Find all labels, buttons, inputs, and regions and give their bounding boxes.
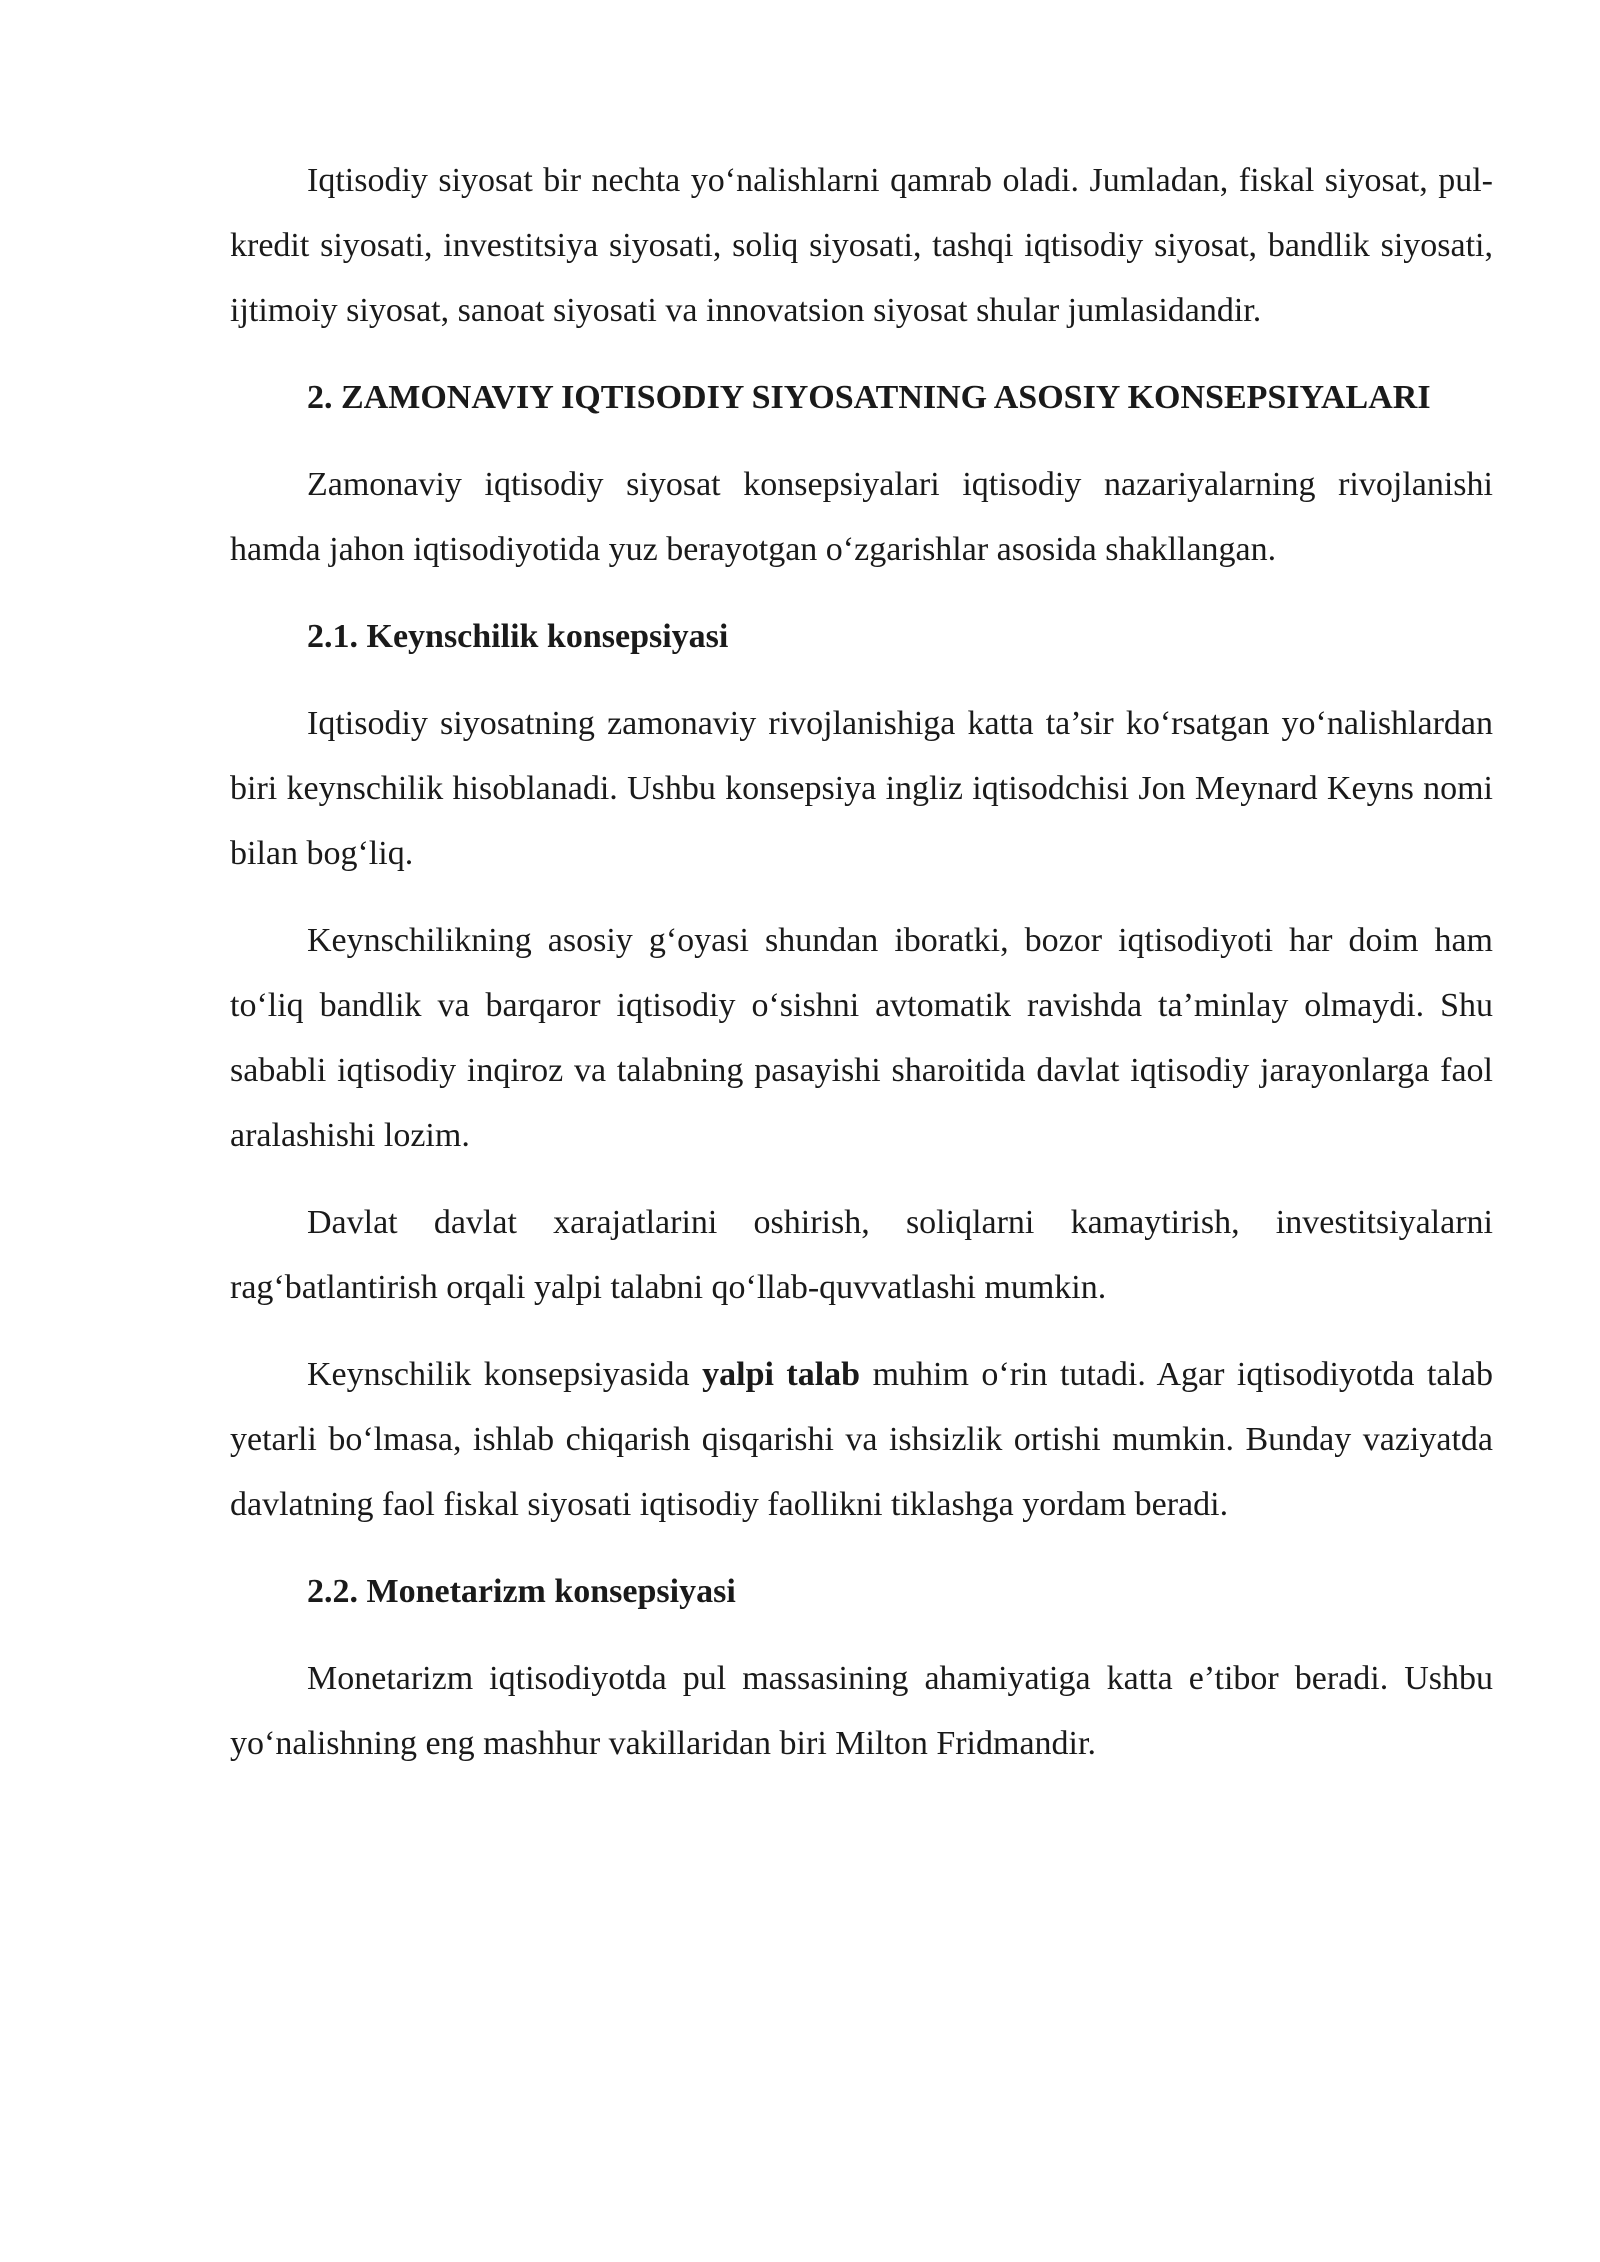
text-run: Keynschilik konsepsiyasida	[307, 1356, 703, 1393]
subsection-heading-2-2: 2.2. Monetarizm konsepsiyasi	[307, 1573, 736, 1610]
subsection-heading-2-1: 2.1. Keynschilik konsepsiyasi	[307, 618, 729, 655]
paragraph-aggregate-demand	[230, 1342, 1493, 1537]
paragraph-keynes-intro: Iqtisodiy siyosatning zamonaviy rivojlanishiga katta ta’sir ko‘rsatgan yo‘nalishlardan biri keynschilik hisoblanadi. Ushbu konsepsiya ingliz iqtisodchisi Jon Meynard Keyns nomi bilan bog‘liq.	[230, 705, 1493, 872]
text-run: muhim o‘rin tutadi. Agar iqtisodiyotda talab yetarli bo‘lmasa, ishlab chiqarish qisqarishi va ishsizlik ortishi mumkin. Bunday vaziyatda davlatning faol fiskal siyosati iqtisodiy faollikni tiklashga yordam beradi.	[230, 1356, 1494, 1523]
bold-term: yalpi talab	[702, 1356, 861, 1393]
paragraph-modern-concepts: Zamonaviy iqtisodiy siyosat konsepsiyalari iqtisodiy nazariyalarning rivojlanishi hamda jahon iqtisodiyotida yuz berayotgan o‘zgarishlar asosida shakllangan.	[230, 466, 1493, 568]
paragraph-policy-directions: Iqtisodiy siyosat bir nechta yo‘nalishlarni qamrab oladi. Jumladan, fiskal siyosat, pul-kredit siyosati, investitsiya siyosati, soliq siyosati, tashqi iqtisodiy siyosat, bandlik siyosati, ijtimoiy siyosat, sanoat siyosati va innovatsion siyosat shular jumlasidandir.	[230, 162, 1493, 329]
paragraph-keynes-idea: Keynschilikning asosiy g‘oyasi shundan iboratki, bozor iqtisodiyoti har doim ham to‘liq bandlik va barqaror iqtisodiy o‘sishni avtomatik ravishda ta’minlay olmaydi. Shu sababli iqtisodiy inqiroz va talabning pasayishi sharoitida davlat iqtisodiy jarayonlarga faol aralashishi lozim.	[230, 922, 1493, 1154]
section-heading-2: 2. ZAMONAVIY IQTISODIY SIYOSATNING ASOSIY KONSEPSIYALARI	[307, 379, 1431, 416]
paragraph-state-measures: Davlat davlat xarajatlarini oshirish, soliqlarni kamaytirish, investitsiyalarni rag‘batlantirish orqali yalpi talabni qo‘llab-quvvatlashi mumkin.	[230, 1204, 1493, 1306]
document-page	[230, 148, 1493, 1798]
paragraph-monetarism: Monetarizm iqtisodiyotda pul massasining ahamiyatiga katta e’tibor beradi. Ushbu yo‘nalishning eng mashhur vakillaridan biri Milton Fridmandir.	[230, 1660, 1493, 1762]
